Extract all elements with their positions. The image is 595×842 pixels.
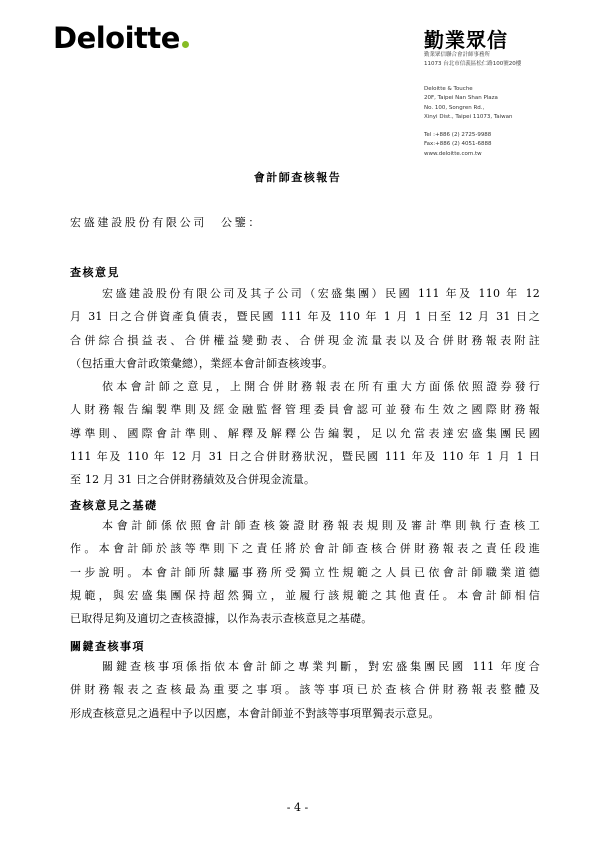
text-line: 依本會計師之意見，上開合併財務報表在所有重大方面係依照證券發行 — [102, 380, 540, 393]
text-line: 111 年及 110 年 12 月 31 日之合併財務狀況，暨民國 111 年及 110 年 1 月 1 日 — [70, 449, 540, 463]
page-number: - 4 - — [286, 801, 309, 814]
brand-chinese-name: 勤業眾信 — [424, 28, 508, 52]
text-line: 人財務報告編製準則及經金融監督管理委員會認可並發布生效之國際財務報 — [70, 403, 540, 417]
company-name: 宏盛建設股份有限公司 — [70, 216, 207, 229]
text-line: 導準則、國際會計準則、解釋及解釋公告編製，足以允當表達宏盛集團民國 — [70, 426, 540, 440]
deloitte-logo — [53, 21, 189, 55]
contact-fax: Fax:+886 (2) 4051-6888 — [424, 141, 492, 148]
text-line: 關鍵查核事項係指依本會計師之專業判斷，對宏盛集團民國 111 年度合 — [102, 660, 540, 673]
text-line: 本會計師係依照會計師查核簽證財務報表規則及審計準則執行查核工 — [102, 519, 540, 532]
text-line: 月 31 日之合併資產負債表，暨民國 111 年及 110 年 1 月 1 日至 12 月 31 日之 — [70, 310, 540, 324]
address-english — [424, 85, 513, 122]
opinion-paragraph-1 — [70, 282, 540, 375]
section-heading-key-audit-matters: 關鍵查核事項 — [70, 640, 145, 653]
section-heading-opinion: 查核意見 — [70, 266, 120, 279]
report-title: 會計師查核報告 — [253, 171, 342, 184]
opinion-paragraph-2 — [70, 375, 540, 491]
text-line: 形成查核意見之過程中予以因應，本會計師並不對該等事項單獨表示意見。 — [70, 706, 440, 720]
text-line: 已取得足夠及適切之查核證據，以作為表示查核意見之基礎。 — [70, 612, 373, 626]
section-heading-basis: 查核意見之基礎 — [70, 499, 158, 512]
address-line: 20F, Taipei Nan Shan Plaza — [424, 95, 498, 102]
address-line: Xinyi Dist., Taipei 11073, Taiwan — [424, 113, 513, 120]
address-line: No. 100, Songren Rd., — [424, 104, 485, 111]
text-line: 一步說明。本會計師所隸屬事務所受獨立性規範之人員已依會計師職業道德 — [70, 565, 540, 579]
basis-paragraph — [70, 514, 540, 630]
text-line: 宏盛建設股份有限公司及其子公司（宏盛集團）民國 111 年及 110 年 12 — [102, 287, 540, 300]
salutation: 公鑒： — [221, 216, 263, 229]
contact-website: www.deloitte.com.tw — [424, 150, 482, 157]
contact-info — [424, 131, 492, 159]
addressee — [70, 214, 262, 230]
address-chinese — [424, 51, 521, 70]
address-line: 勤業眾信聯合會計師事務所 — [424, 52, 491, 58]
text-line: 併財務報表之查核最為重要之事項。該等事項已於查核合併財務報表整體及 — [70, 683, 540, 697]
address-line: Deloitte & Touche — [424, 86, 473, 92]
key-audit-matters-paragraph — [70, 655, 540, 725]
text-line: 作。本會計師於該等準則下之責任將於會計師查核合併財務報表之責任段進 — [70, 542, 540, 556]
logo-wordmark: Deloitte — [53, 21, 180, 55]
address-line: 11073 台北市信義區松仁路100號20樓 — [424, 61, 522, 68]
logo-green-dot-icon — [182, 41, 189, 48]
contact-tel: Tel :+886 (2) 2725-9988 — [424, 132, 492, 138]
text-line: 至 12 月 31 日之合併財務績效及合併現金流量。 — [70, 473, 316, 487]
text-line: 規範，與宏盛集團保持超然獨立，並履行該規範之其他責任。本會計師相信 — [70, 588, 540, 602]
text-line: 合併綜合損益表、合併權益變動表、合併現金流量表以及合併財務報表附註 — [70, 333, 540, 347]
text-line: （包括重大會計政策彙總），業經本會計師查核竣事。 — [70, 356, 334, 370]
